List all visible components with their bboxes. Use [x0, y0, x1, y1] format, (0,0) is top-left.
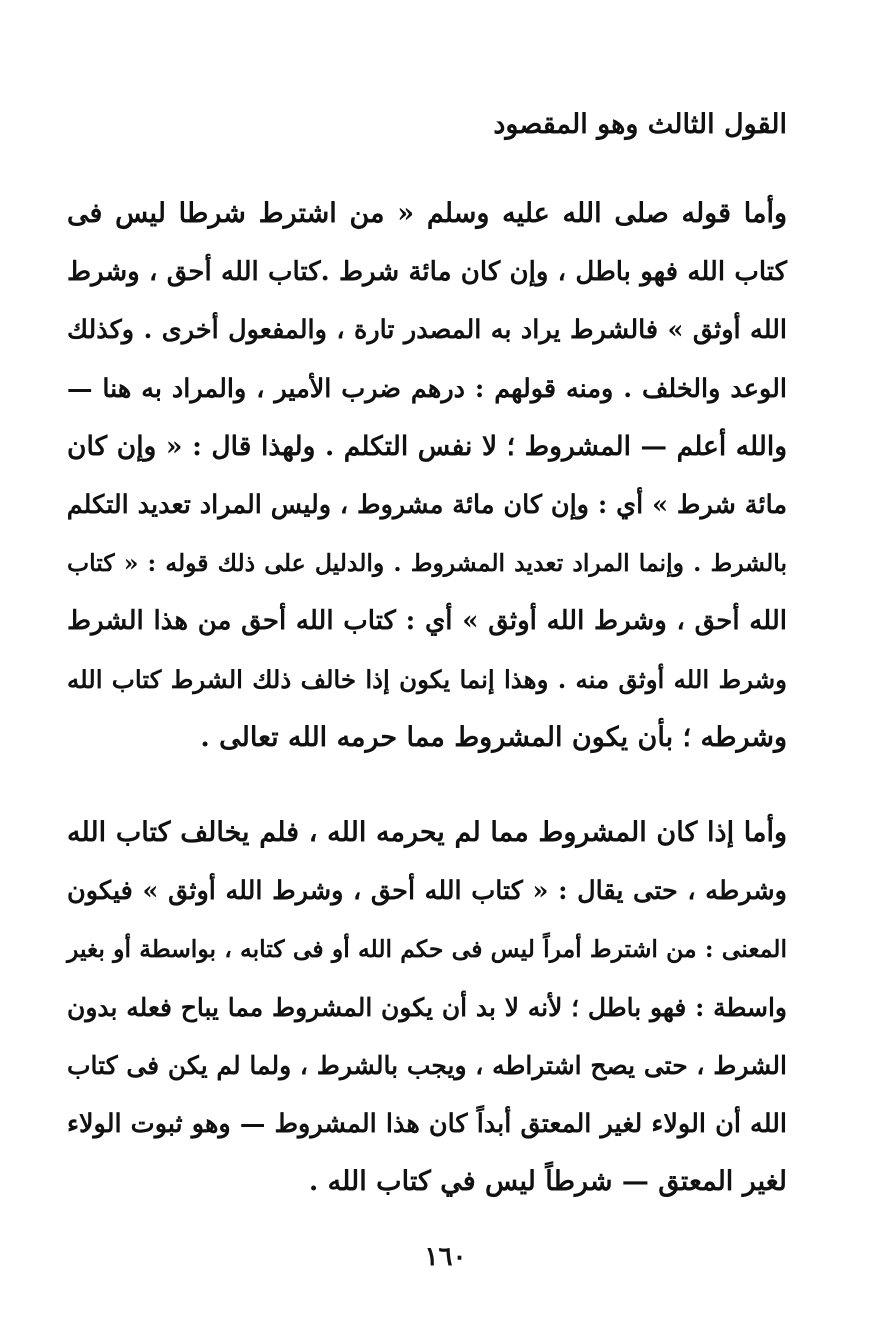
text-line: وأما قوله صلى الله عليه وسلم « من اشترط شرطا ليس فى	[67, 198, 787, 229]
text-line: والله أعلم — المشروط ؛ لا نفس التكلم . ولهذا قال : « وإن كان	[67, 430, 787, 462]
text-line: الوعد والخلف . ومنه قولهم : درهم ضرب الأمير ، والمراد به هنا —	[67, 373, 787, 404]
text-line: لغير المعتق — شرطاً ليس في كتاب الله .	[308, 1166, 787, 1198]
paragraph-2	[67, 804, 787, 1211]
text-line: الله أن الولاء لغير المعتق أبداً كان هذا المشروط — وهو ثبوت الولاء	[67, 1109, 787, 1140]
text-line: وشرطه ، حتى يقال : « كتاب الله أحق ، وشرط الله أوثق » فيكون	[67, 876, 787, 907]
text-line: وأما إذا كان المشروط مما لم يحرمه الله ، فلم يخالف كتاب الله	[67, 817, 787, 848]
text-line: مائة شرط » أي : وإن كان مائة مشروط ، وليس المراد تعديد التكلم	[66, 490, 787, 521]
text-line: واسطة : فهو باطل ؛ لأنه لا بد أن يكون المشروط مما يباح فعله بدون	[67, 992, 787, 1022]
text-line: المعنى : من اشترط أمراً ليس فى حكم الله أو فى كتابه ، بواسطة أو بغير	[67, 935, 787, 964]
text-line: الله أحق ، وشرط الله أوثق » أي : كتاب الله أحق من هذا الشرط	[67, 606, 787, 637]
text-line: وشرط الله أوثق منه . وهذا إنما يكون إذا خالف ذلك الشرط كتاب الله	[67, 664, 787, 694]
paragraph-1	[67, 185, 787, 767]
section-heading: القول الثالث وهو المقصود	[493, 109, 787, 140]
page-number: ١٦٠	[424, 1242, 467, 1272]
text-line: كتاب الله فهو باطل ، وإن كان مائة شرط .كتاب الله أحق ، وشرط	[67, 257, 787, 288]
text-line: الله أوثق » فالشرط يراد به المصدر تارة ، والمفعول أخرى . وكذلك	[67, 315, 787, 346]
text-line: الشرط ، حتى يصح اشتراطه ، ويجب بالشرط ، ولما لم يكن فى كتاب	[67, 1050, 787, 1080]
text-line: وشرطه ؛ بأن يكون المشروط مما حرمه الله تعالى .	[200, 721, 787, 753]
text-line: بالشرط . وإنما المراد تعديد المشروط . والدليل على ذلك قوله : « كتاب	[67, 549, 787, 578]
